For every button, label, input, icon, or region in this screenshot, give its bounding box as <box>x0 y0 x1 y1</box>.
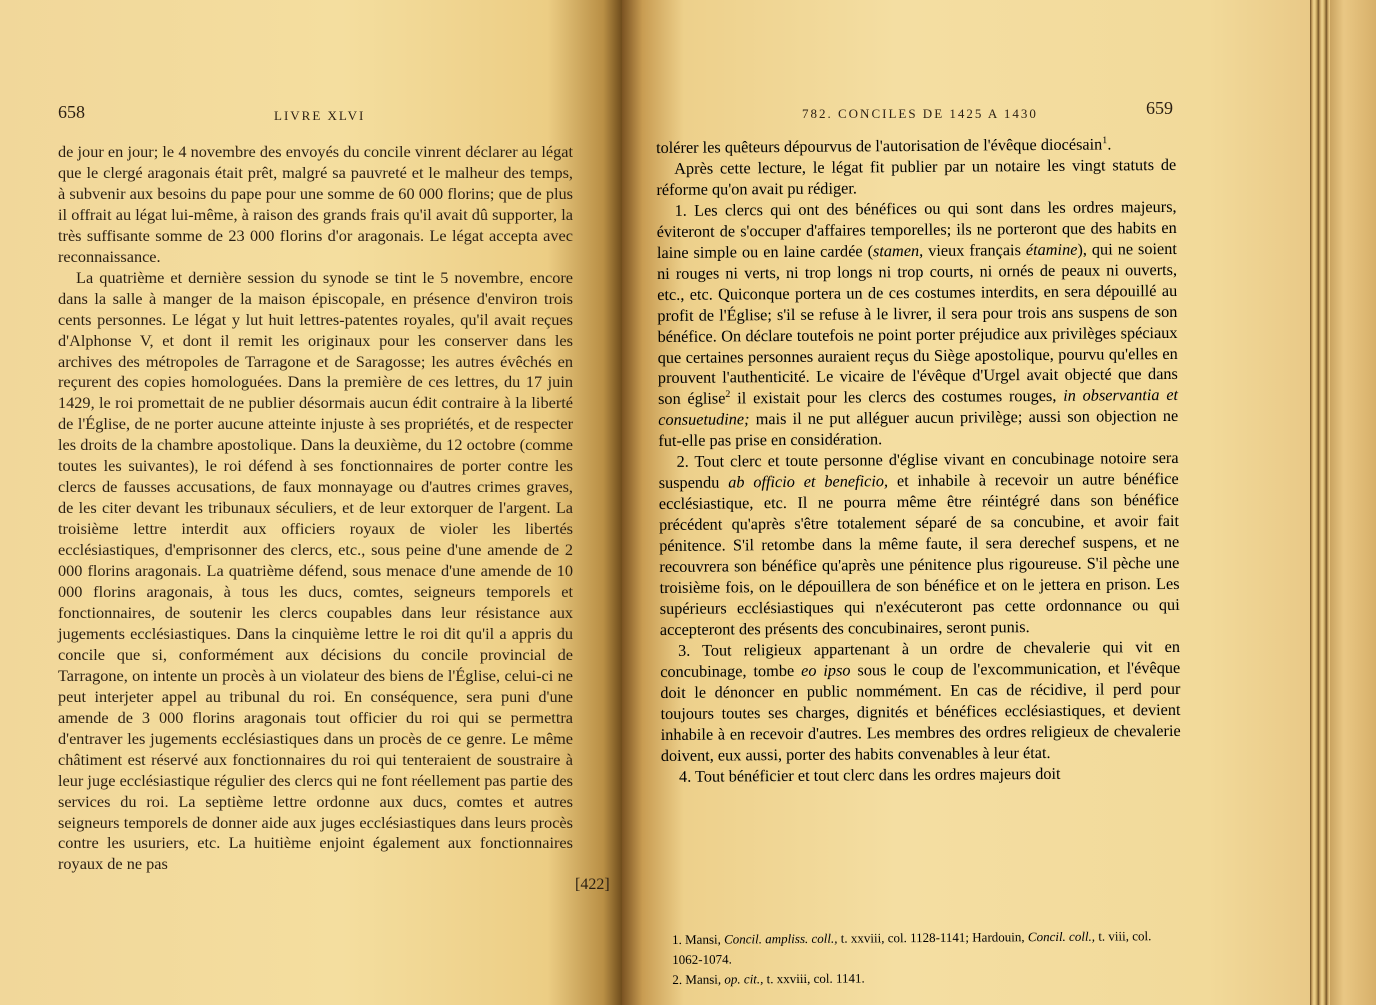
italic-text-run: Concil. ampliss. coll., <box>724 930 838 947</box>
text-run: tolérer les quêteurs dépourvus de l'autorisation de l'évêque diocésain <box>656 134 1103 157</box>
text-run: et inhabile à recevoir un autre bénéfice ecclésiastique, etc. Il ne pourra même être réintégré dans son bénéfice précédent qu'après s'être totalement séparé de sa concubine, et avoir fait pénitence. S'il retombe dans la même faute, il sera derechef suspens, et ne recouvrera son bénéfice qu'après une pénitence plus rigoureuse. S'il pèche une troisième fois, on le dépouillera de son bénéfice et on le jettera en prison. Les supérieurs ecclésiastiques qui n'exécuteront pas cette ordonnance ou qui accepteront des présents des concubinaires, seront punis. <box>658 469 1180 639</box>
right-paragraph-2 <box>656 155 1176 201</box>
right-paragraph-6 <box>661 762 1181 787</box>
italic-text-run: ab officio et beneficio, <box>728 471 889 492</box>
italic-text-run: étamine <box>1025 239 1078 259</box>
italic-text-run: op. cit., <box>724 971 764 987</box>
text-run: t. xxviii, col. 1141. <box>763 970 865 987</box>
text-run: sous le coup de l'excommunication, et l'évêque doit le dénoncer en public nommément. En cas de récidive, il perd pour toujours toutes ses charges, dignités et bénéfices ecclésiastiques, et devient inhabile à en recevoir d'autres. Les membres des ordres religieux de chevalerie doivent, eux aussi, porter des habits convenables à leur état. <box>660 657 1181 765</box>
text-run: 1. Mansi, <box>672 931 725 947</box>
left-page-number: 658 <box>58 102 85 122</box>
italic-text-run: stamen, <box>872 240 924 261</box>
text-run: 2. Mansi, <box>672 971 725 987</box>
page-edges <box>1310 0 1376 1005</box>
left-paragraph-2: La quatrième et dernière session du synode se tint le 5 novembre, encore dans la salle à manger de la maison épiscopale, en présence d'environ trois cents personnes. Le légat y lut huit lettres-patentes royales, qu'il avait reçues d'Alphonse V, et dont il remit les originaux pour les conserver dans les archives des métropoles de Tarragone et de Saragosse; les autres évêchés en reçurent des copies homologuées. Dans la première de ces lettres, du 17 juin 1429, le roi promettait de ne publier désormais aucun édit contraire à la liberté de l'Église, de ne porter aucune atteinte injuste à ses propriétés, et de respecter les droits de la chambre apostolique. Dans la deuxième, du 12 octobre (comme toutes les suivantes), le roi défend à ses fonctionnaires de porter contre les clercs de fausses accusations, de faux monnayage ou d'autres crimes graves, de les citer devant les tribunaux séculiers, et de leur extorquer de l'argent. La troisième lettre interdit aux officiers royaux de violer les libertés ecclésiastiques, d'emprisonner des clercs, etc., sous peine d'une amende de 2 000 florins aragonais. La quatrième défend, sous menace d'une amende de 10 000 florins aragonais, à tous les ducs, comtes, seigneurs temporels et fonctionnaires, de soutenir les clercs coupables dans leur résistance aux jugements ecclésiastiques. Dans la cinquième lettre le roi dit qu'il a appris du concile que si, conformément aux décisions du concile provincial de Tarragone, on intente un procès à un violateur des biens de l'Église, celui-ci ne peut interjeter appel au tribunal du roi. En conséquence, sera puni d'une amende de 3 000 florins aragonais tout officier du roi qui se permettra d'entraver les jugements ecclésiastiques dans un procès de ce genre. Le même châtiment est réservé aux fonctionnaires du roi qui tenteraient de soustraire à leur juge ecclésiastique régulier des clercs qui ne font réellement pas partie des services du roi. La septième lettre ordonne aux ducs, comtes et autres seigneurs temporels de donner aide aux juges ecclésiastiques dans leurs procès contre les usuriers, etc. La huitième enjoint également aux fonctionnaires royaux de ne pas <box>58 267 573 874</box>
text-run: Après cette lecture, le légat fit publier par un notaire les vingt statuts de réforme qu'on avait pu rédiger. <box>656 154 1177 199</box>
italic-text-run: Concil. coll., <box>1027 928 1096 945</box>
text-run: . <box>1107 134 1112 154</box>
right-page-number: 659 <box>1146 98 1173 118</box>
right-running-head: 782. CONCILES DE 1425 A 1430 <box>802 106 1038 121</box>
text-run: vieux français <box>923 239 1026 260</box>
margin-page-reference: [422] <box>575 876 610 893</box>
text-run: t. viii, col. 1062-1074. <box>672 928 1152 967</box>
italic-text-run: in observantia et consuetudine; <box>658 385 1179 430</box>
footnote-1 <box>672 926 1164 970</box>
text-run: 1. Les clercs qui ont des bénéfices ou qui sont dans les ordres majeurs, éviteront de s'occuper d'affaires temporelles; ils ne porteront que des habits en laine simple ou en laine cardée ( <box>656 196 1177 262</box>
right-paragraph-3 <box>656 197 1178 453</box>
text-run: t. xxviii, col. 1128-1141; Hardouin, <box>837 929 1028 946</box>
footnotes <box>672 926 1164 990</box>
text-run: mais il ne put alléguer aucun privilège; aussi son objection ne fut-elle pas prise en considération. <box>658 406 1179 451</box>
text-run: 2. Tout clerc et toute personne d'église vivant en concubinage notoire sera suspendu <box>658 448 1179 493</box>
text-run: 3. Tout religieux appartenant à un ordre de chevalerie qui vit en concubinage, tombe <box>660 636 1181 681</box>
footnote-2 <box>672 966 1164 990</box>
footnote-reference: 1 <box>1102 135 1108 147</box>
right-body-text <box>656 134 1181 788</box>
left-page <box>0 0 622 1005</box>
text-run: 4. Tout bénéficier et tout clerc dans les ordres majeurs doit <box>678 763 1061 786</box>
left-running-head: LIVRE XLVI <box>274 108 366 123</box>
right-paragraph-4 <box>658 448 1179 641</box>
footnote-reference: 2 <box>725 389 731 401</box>
text-run: il existait pour les clercs des costumes rouges, <box>730 386 1064 408</box>
left-paragraph-1: de jour en jour; le 4 novembre des envoyés du concile vinrent déclarer au légat que le clergé aragonais était prêt, malgré sa pauvreté et le malheur des temps, à subvenir aux besoins du pape pour une somme de 60 000 florins; que de plus il offrait au légat lui-même, à raison des grands frais qu'il avait dû supporter, la très suffisante somme de 23 000 florins d'or aragonais. Le légat accepta avec reconnaissance. <box>58 142 573 266</box>
left-body-text <box>58 142 573 875</box>
text-run: ), qui ne soient ni rouges ni verts, ni trop longs ni trop courts, ni ornés de peaux ni ouverts, etc., etc. Quiconque portera un de ces costumes interdits, en sera dépouillé au profit de l'Église; s'il se refuse à le livrer, il sera pour trois ans suspens de son bénéfice. On déclare toutefois ne point porter préjudice aux privilèges spéciaux que certaines personnes auraient reçus du Siège apostolique, pourvu qu'elles en prouvent l'authenticité. Le vicaire de l'évêque d'Urgel avait objecté que dans son église <box>656 238 1178 409</box>
italic-text-run: eo ipso <box>801 660 851 680</box>
right-paragraph-5 <box>660 637 1181 767</box>
